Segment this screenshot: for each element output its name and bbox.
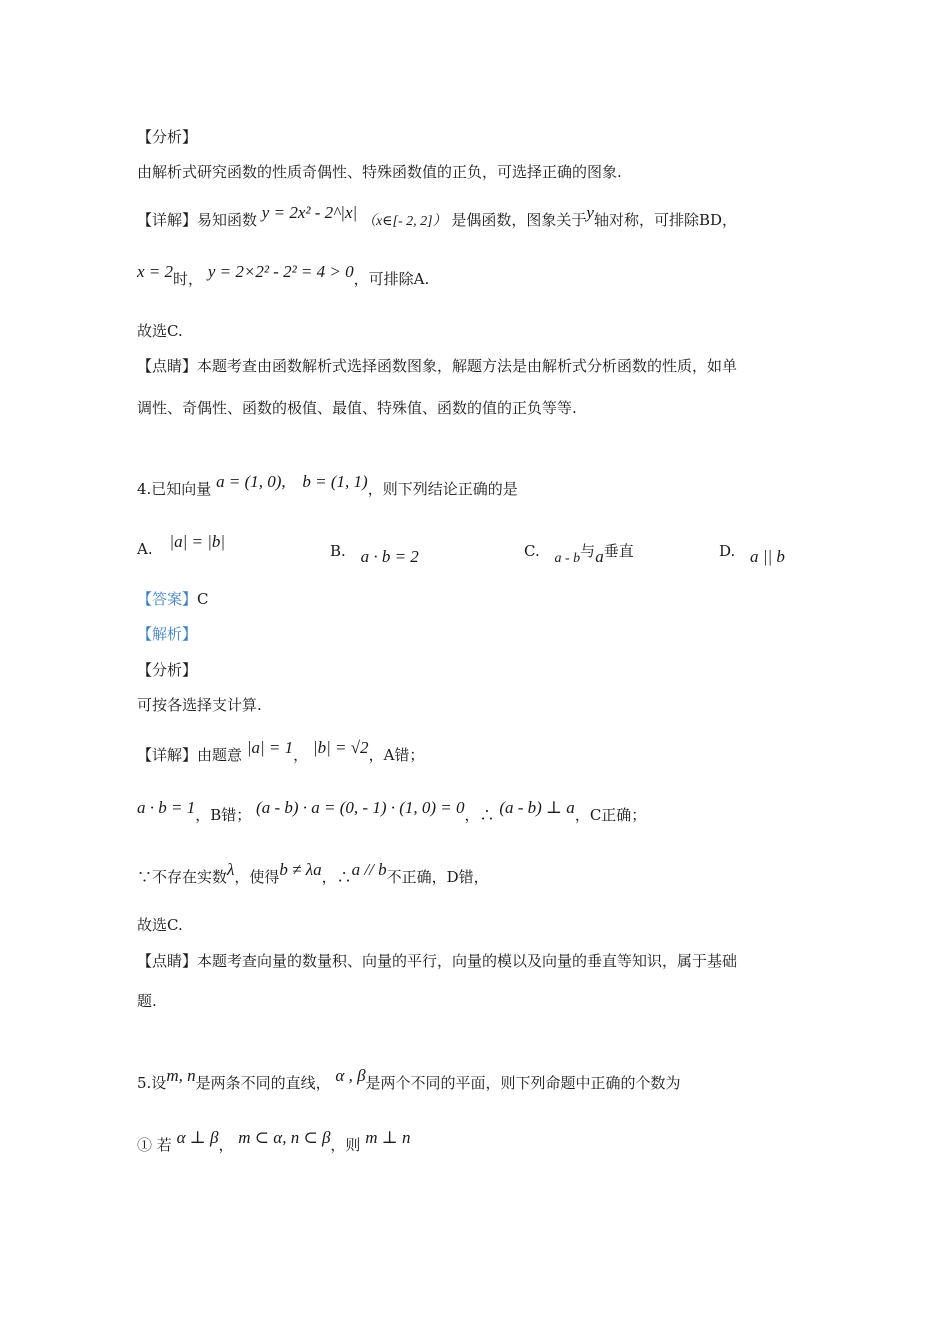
option-c-math: a - b	[554, 551, 581, 566]
y-axis-var: y	[586, 203, 594, 222]
perp-calc: (a - b) · a = (0, - 1) · (1, 0) = 0	[256, 798, 465, 817]
calculation-line	[137, 262, 430, 290]
option-c-text: 与	[580, 542, 596, 560]
y-value-calc: y = 2×2² - 2² = 4 > 0	[207, 262, 354, 281]
item1-subset: m ⊂ α, n ⊂ β	[238, 1128, 331, 1147]
answer-line	[137, 588, 209, 610]
q4-comment-2: 题.	[137, 992, 157, 1010]
because-text: ∵不存在实数	[137, 868, 228, 886]
not-equal: b ≠ λa	[279, 860, 322, 879]
detail-middle: 是偶函数，图象关于	[451, 211, 587, 229]
item1-perp: α ⊥ β	[176, 1128, 219, 1147]
b-wrong: ，B错；	[195, 806, 252, 824]
planes-ab: α , β	[335, 1066, 366, 1085]
option-b-math: a · b = 2	[360, 547, 419, 566]
calc-suffix: ，可排除A.	[353, 270, 430, 288]
option-a-label: A.	[137, 540, 153, 558]
such-that: ，使得	[234, 868, 280, 886]
option-b-label: B.	[330, 542, 346, 560]
option-b	[330, 540, 419, 566]
dot-product: a · b = 1	[137, 798, 196, 817]
q5-stem-suffix: 是两个不同的平面，则下列命题中正确的个数为	[365, 1074, 681, 1092]
vector-a-def: a = (1, 0),	[216, 472, 286, 491]
magnitude-b: |b| = √2	[312, 738, 369, 757]
option-d-label: D.	[719, 542, 736, 560]
c-correct: ，C正确；	[574, 806, 647, 824]
option-a	[137, 532, 226, 560]
q4-conclusion: 故选C.	[137, 916, 183, 934]
q4-calc-line	[137, 798, 647, 826]
analysis-text: 由解析式研究函数的性质奇偶性、特殊函数值的正负，可选择正确的图象.	[137, 163, 622, 181]
q5-stem-prefix: 5.设	[137, 1074, 167, 1092]
q3-conclusion: 故选C.	[137, 322, 183, 340]
q4-comment-1: 【点睛】本题考查向量的数量积、向量的平行，向量的模以及向量的垂直等知识，属于基础	[137, 952, 738, 970]
vector-b-def: b = (1, 1)	[302, 472, 368, 491]
option-c-label: C.	[524, 542, 540, 560]
answer-heading: 【答案】	[137, 590, 198, 608]
lines-mn: m, n	[166, 1066, 196, 1085]
item1-result: m ⊥ n	[365, 1128, 411, 1147]
analysis-heading: 【分析】	[137, 128, 198, 146]
option-c-math2: a	[595, 547, 604, 566]
parallel-expr: a // b	[351, 860, 387, 879]
q4-analysis-heading: 【分析】	[137, 661, 198, 679]
q4-stem-prefix: 4.已知向量	[137, 480, 212, 498]
magnitude-a: |a| = 1	[246, 738, 294, 757]
q4-stem-suffix: ，则下列结论正确的是	[367, 480, 518, 498]
option-a-math: |a| = |b|	[169, 532, 226, 551]
option-c-text2: 垂直	[603, 542, 634, 560]
item1-prefix: ① 若	[137, 1136, 172, 1154]
q5-stem	[137, 1066, 681, 1094]
q4-detail-line: 【详解】由题意 |a| = 1， |b| = √2，A错；	[137, 738, 425, 764]
detail-prefix: 【详解】易知函数	[137, 211, 258, 229]
therefore-2: ，∴	[321, 868, 352, 886]
option-d-math: a || b	[750, 547, 785, 566]
when-text: 时，	[173, 270, 204, 288]
d-wrong: 不正确，D错，	[386, 868, 489, 886]
detail-suffix: 轴对称，可排除BD，	[593, 211, 738, 229]
option-d	[719, 540, 785, 566]
q4-analysis-text: 可按各选择支计算.	[137, 696, 262, 714]
lambda-symbol: λ	[227, 860, 235, 879]
q4-detail-prefix: 【详解】由题意	[137, 746, 243, 764]
option-c	[524, 540, 634, 564]
explain-heading: 【解析】	[137, 625, 198, 643]
x-value: x = 2	[137, 262, 174, 281]
comment-line-2: 调性、奇偶性、函数的极值、最值、特殊值、函数的值的正负等等.	[137, 399, 577, 417]
q4-detail-suffix: ，A错；	[368, 746, 425, 764]
q4-stem	[137, 472, 518, 500]
q5-stem-middle: 是两条不同的直线，	[195, 1074, 331, 1092]
detail-line	[137, 203, 738, 233]
perp-result: (a - b) ⊥ a	[499, 798, 575, 817]
q4-parallel-line	[137, 860, 489, 888]
comment-line-1: 【点睛】本题考查由函数解析式选择函数图象，解题方法是由解析式分析函数的性质，如单	[137, 357, 738, 375]
function-formula: y = 2x² - 2^|x|	[261, 203, 358, 222]
q5-item-1	[137, 1128, 411, 1156]
item1-comma: ，	[218, 1136, 234, 1154]
function-domain: （x∈[- 2, 2]）	[361, 214, 447, 229]
therefore-1: ，∴	[464, 806, 495, 824]
answer-value: C	[197, 590, 209, 608]
item1-then: ，则	[330, 1136, 361, 1154]
